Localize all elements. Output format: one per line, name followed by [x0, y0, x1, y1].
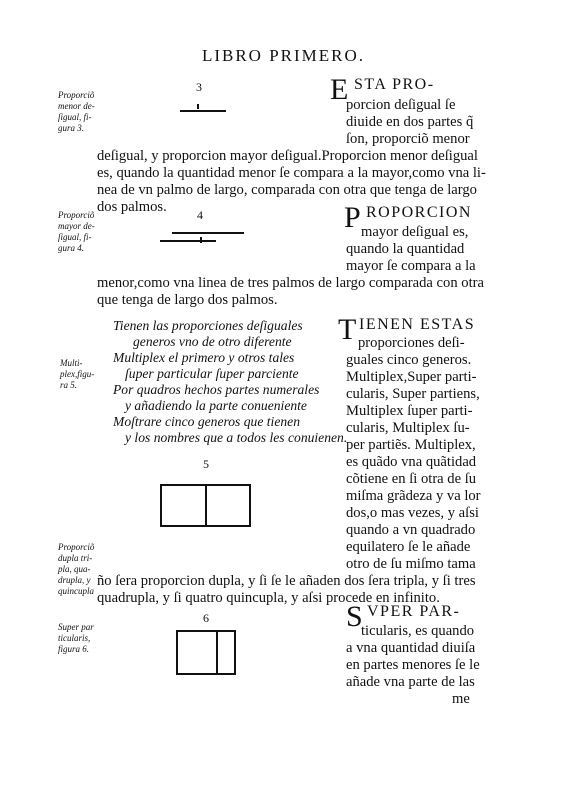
- text-line: es, quando la quantidad menor ſe compara a la mayor,como vna li-: [97, 165, 486, 181]
- note-line: ſigual, fi-: [58, 112, 92, 122]
- note-line: plex,figu-: [60, 369, 95, 379]
- verse-line: Multiplex el primero y otros tales: [113, 350, 295, 365]
- text-line: proporciones deſi-: [358, 335, 465, 351]
- verse-line: generos vno de otro diferente: [133, 334, 292, 349]
- text-line: quando la quantidad: [346, 241, 465, 257]
- text-line: cularis, Super partiens,: [346, 386, 480, 402]
- text-line: quadrupla, y ſi quatro quincupla, y aſsi procede en infinito.: [97, 590, 440, 606]
- text-line: que tenga de largo dos palmos.: [97, 292, 278, 308]
- verse-line: y añadiendo la parte conueniente: [125, 398, 307, 413]
- text-line: es quãdo vna quãtidad: [346, 454, 477, 470]
- text-line: añade vna parte de las: [346, 674, 475, 690]
- note-line: mayor de-: [58, 221, 95, 231]
- note-line: Super par: [58, 622, 94, 632]
- note-line: Proporciõ: [58, 210, 95, 220]
- drop-cap-t: T: [338, 313, 357, 346]
- figure-line-short: [160, 240, 216, 242]
- text-line: equilatero ſe le añade: [346, 539, 471, 555]
- text-line: quando a vn quadrado: [346, 522, 476, 538]
- figure-6-square-with-part: [176, 630, 236, 675]
- verse-line: Tienen las proporciones deſiguales: [113, 318, 303, 333]
- text-line: mayor deſigual es,: [361, 224, 469, 240]
- note-line: Proporciõ: [58, 542, 95, 552]
- text-line: Multiplex ſuper parti-: [346, 403, 473, 419]
- note-line: figura 6.: [58, 644, 90, 654]
- margin-note-figure-6: [58, 622, 108, 655]
- note-line: gura 4.: [58, 243, 85, 253]
- figure-number-3: 3: [196, 80, 202, 94]
- drop-cap-s: S: [346, 600, 363, 633]
- text-line: cularis, Multiplex ſu-: [346, 420, 470, 436]
- verse-line: Por quadros hechos partes numerales: [113, 382, 320, 397]
- text-line: dos,o mas vezes, y aſsi: [346, 505, 479, 521]
- note-line: ra 5.: [60, 380, 78, 390]
- note-line: menor de-: [58, 101, 95, 111]
- running-header: LIBRO PRIMERO.: [201, 46, 366, 65]
- note-line: dupla tri-: [58, 553, 93, 563]
- text-line: menor,como vna linea de tres palmos de largo comparada con otra: [97, 275, 484, 291]
- text-line: guales cinco generos.: [346, 352, 472, 368]
- margin-note-figure-5: [60, 358, 110, 391]
- heading-caps: IENEN ESTAS: [359, 316, 476, 333]
- figure-tick: [197, 104, 199, 109]
- figure-line-short: [180, 110, 226, 112]
- text-line: a vna quantidad diuiſa: [346, 640, 476, 656]
- drop-cap-p: P: [344, 201, 361, 234]
- text-line: dos palmos.: [97, 199, 167, 215]
- figure-divider: [205, 486, 207, 525]
- text-line: nea de vn palmo de largo, comparada con otra que tenga de largo: [97, 182, 477, 198]
- figure-3-diagram: [178, 96, 238, 126]
- text-line: ſon, proporciõ menor: [346, 131, 470, 147]
- verse-block: [113, 318, 347, 446]
- text-line: Multiplex,Super parti-: [346, 369, 477, 385]
- heading-caps: ROPORCION: [366, 204, 472, 221]
- note-line: drupla, y: [58, 575, 91, 585]
- drop-cap-e: E: [330, 73, 349, 106]
- heading-caps: VPER PAR-: [367, 603, 461, 620]
- figure-number-6: 6: [203, 611, 209, 625]
- text-line: porcion deſigual ſe: [346, 97, 456, 113]
- figure-line-long: [172, 232, 244, 234]
- note-line: ticularis,: [58, 633, 91, 643]
- note-line: pla, qua-: [58, 564, 91, 574]
- margin-note-figure-4: [58, 210, 108, 254]
- verse-line: Moſtrare cinco generos que tienen: [113, 414, 300, 429]
- figure-number-5: 5: [203, 457, 209, 471]
- verse-line: y los nombres que a todos les conuienen.: [125, 430, 348, 445]
- text-line: deſigual, y proporcion mayor deſigual.Proporcion menor deſigual: [97, 148, 478, 164]
- text-line: miſma grãdeza y va lor: [346, 488, 481, 504]
- figure-4-diagram: [160, 225, 250, 255]
- figure-divider: [216, 632, 218, 673]
- heading-caps: STA PRO-: [354, 76, 435, 93]
- text-line: per partiẽs. Multiplex,: [346, 437, 476, 453]
- figure-5-double-square: [160, 484, 251, 527]
- text-line: otro de ſu miſmo tama: [346, 556, 476, 572]
- text-line: cõtiene en ſi otra de ſu: [346, 471, 477, 487]
- note-line: gura 3.: [58, 123, 85, 133]
- note-line: quincupla: [58, 586, 94, 596]
- note-line: Proporciõ: [58, 90, 95, 100]
- note-line: ſigual, fi-: [58, 232, 92, 242]
- margin-note-figure-3: [58, 90, 108, 134]
- verse-line: ſuper particular ſuper parciente: [125, 366, 299, 381]
- text-line: diuide en dos partes q̃: [346, 114, 474, 130]
- text-line: ño ſera proporcion dupla, y ſi ſe le añaden dos ſera tripla, y ſi tres: [97, 573, 476, 589]
- text-line: mayor ſe compara a la: [346, 258, 476, 274]
- figure-number-4: 4: [197, 208, 203, 222]
- catchword: me: [452, 691, 470, 707]
- note-line: Multi-: [60, 358, 83, 368]
- text-line: en partes menores ſe le: [346, 657, 480, 673]
- text-line: ticularis, es quando: [361, 623, 475, 639]
